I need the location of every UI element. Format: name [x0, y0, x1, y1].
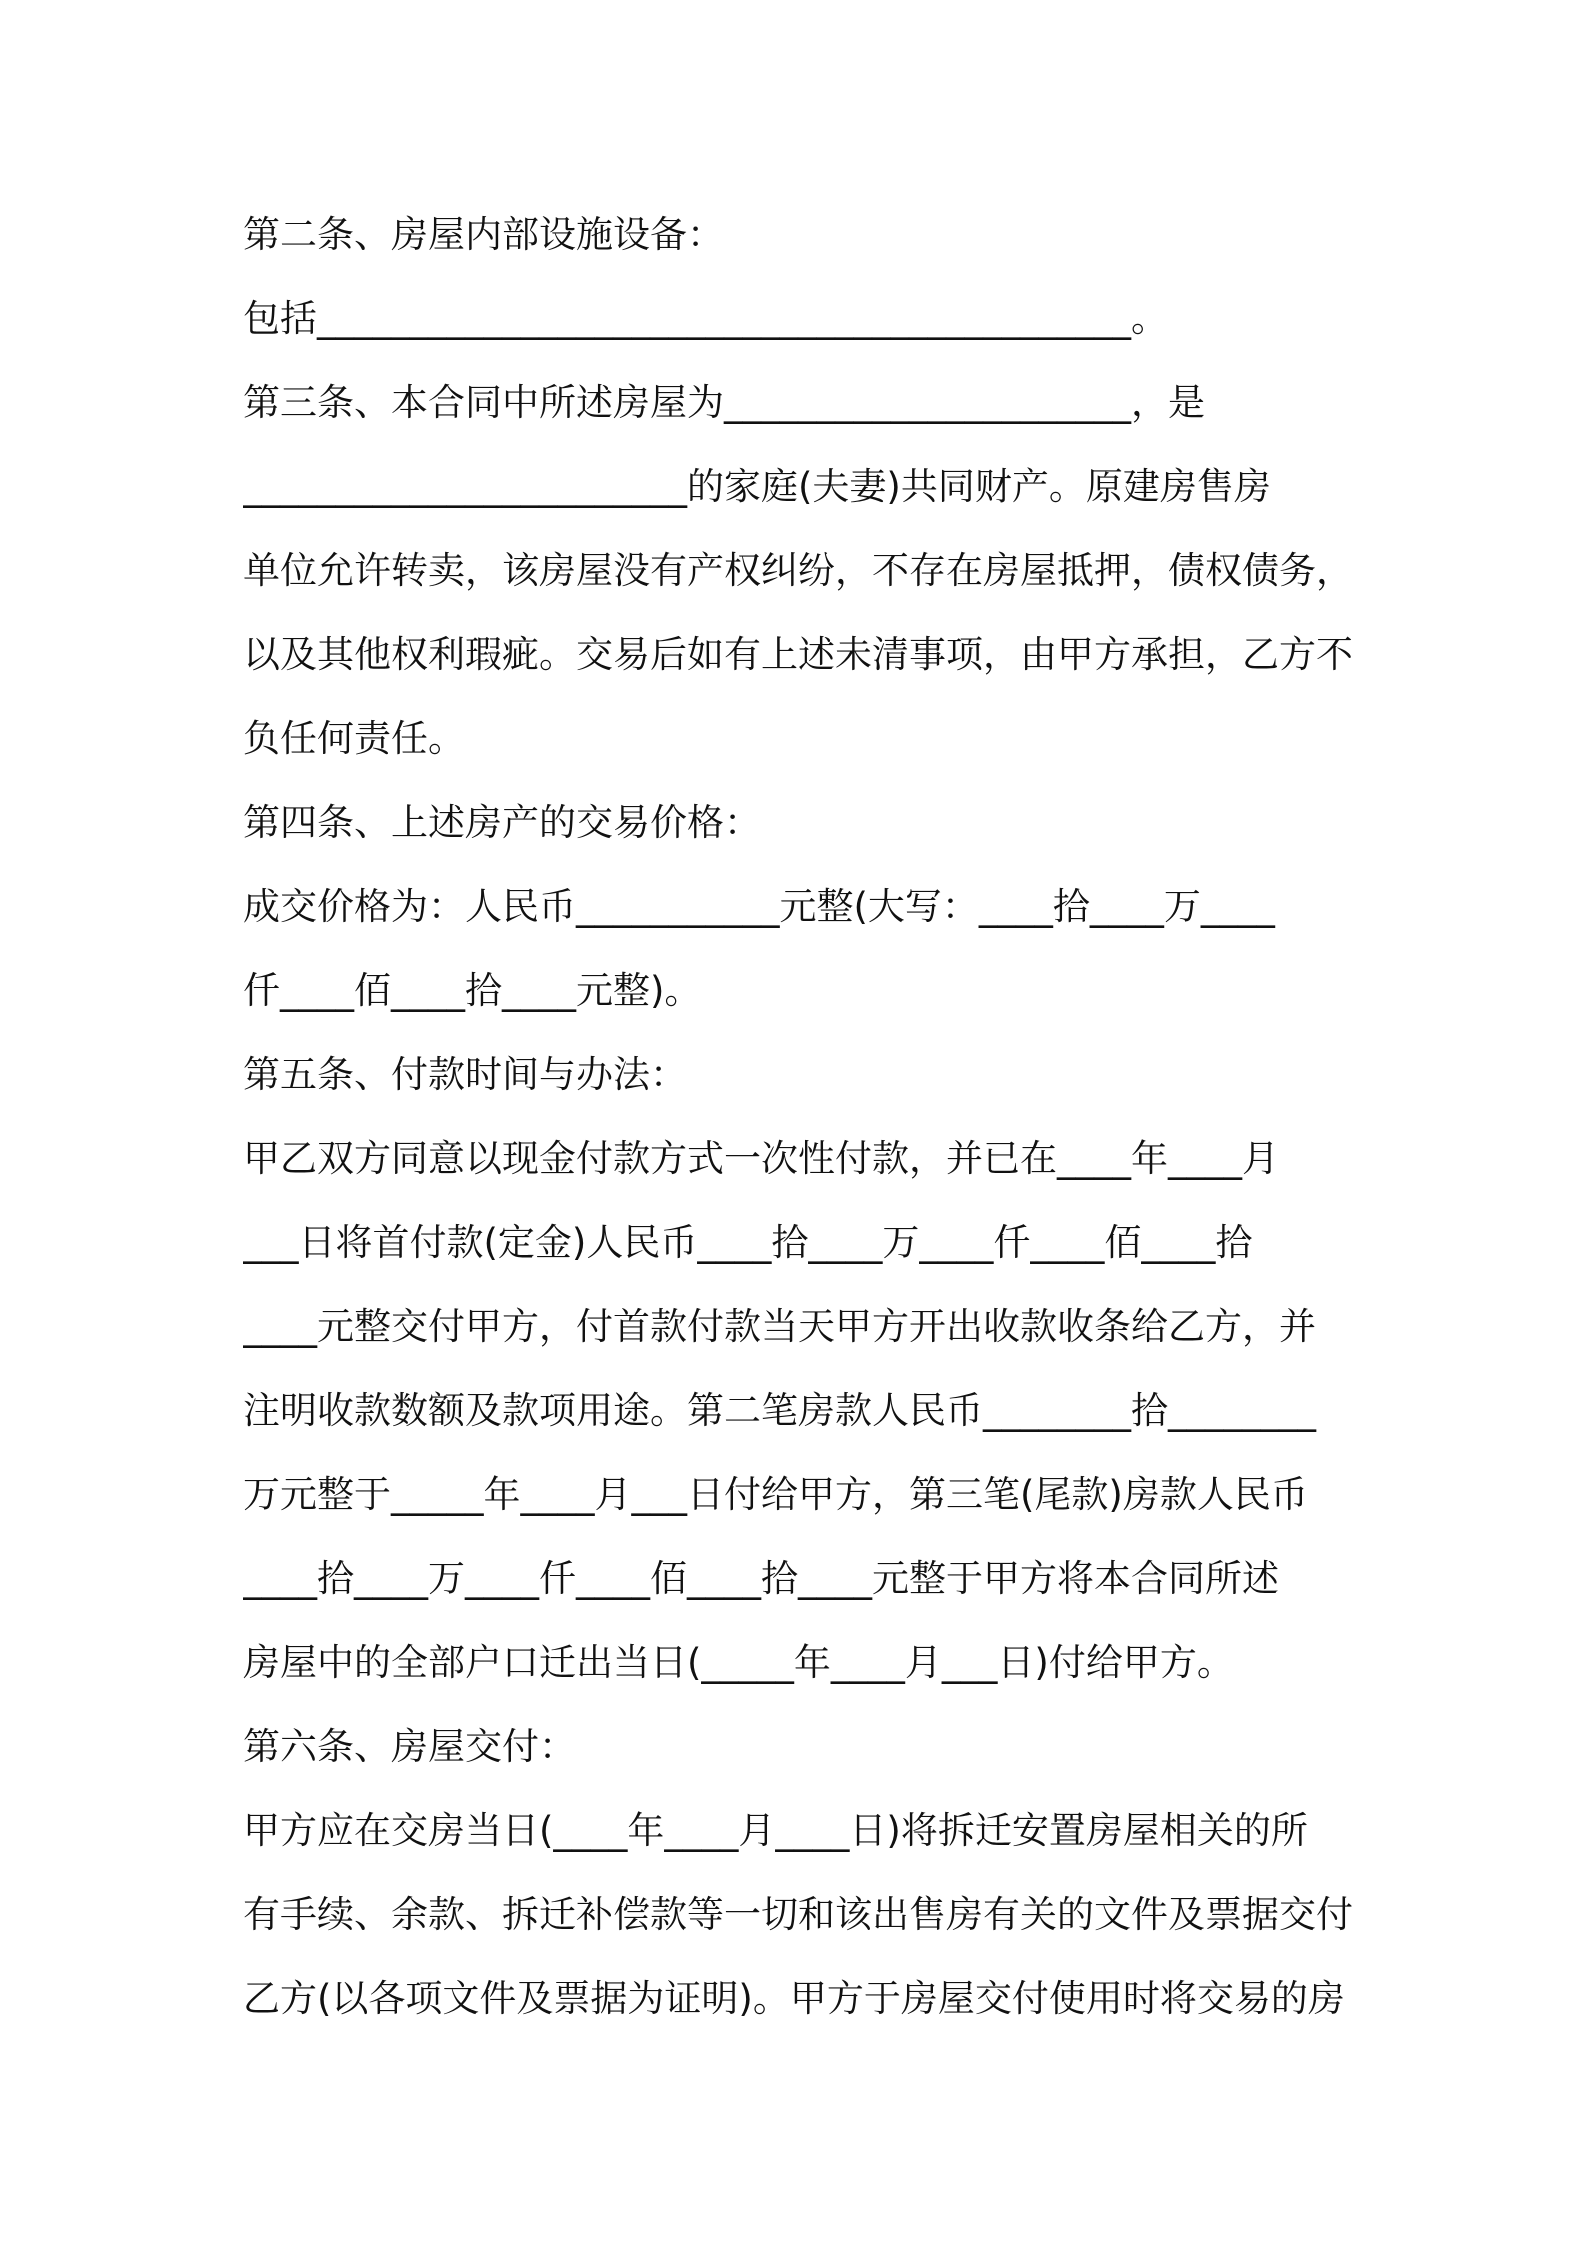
document-body	[243, 193, 1363, 2041]
article-6-text-line-3: 乙方(以各项文件及票据为证明)。甲方于房屋交付使用时将交易的房	[243, 1977, 1345, 2020]
article-5-text-line-1: 甲乙双方同意以现金付款方式一次性付款，并已在____年____月	[243, 1137, 1279, 1180]
article-5-text-line-5: 万元整于_____年____月___日付给甲方，第三笔(尾款)房款人民币	[243, 1473, 1308, 1516]
article-5-text-line-3: ____元整交付甲方，付首款付款当天甲方开出收款收条给乙方，并	[243, 1305, 1316, 1348]
article-3-text-line-2: ________________________的家庭(夫妻)共同财产。原建房售房	[243, 465, 1271, 508]
article-5-heading: 第五条、付款时间与办法：	[243, 1053, 687, 1096]
article-6-text-line-1: 甲方应在交房当日(____年____月____日)将拆迁安置房屋相关的所	[243, 1809, 1308, 1852]
article-5-text-line-4: 注明收款数额及款项用途。第二笔房款人民币________拾________	[243, 1389, 1316, 1432]
article-5-text-line-7: 房屋中的全部户口迁出当日(_____年____月___日)付给甲方。	[243, 1641, 1234, 1684]
article-4-text-line-1: 成交价格为：人民币___________元整(大写：____拾____万____	[243, 885, 1275, 928]
article-5-text-line-2: ___日将首付款(定金)人民币____拾____万____仟____佰____拾	[243, 1221, 1253, 1264]
article-3-text-line-5: 负任何责任。	[243, 717, 465, 760]
article-3-text-line-4: 以及其他权利瑕疵。交易后如有上述未清事项，由甲方承担，乙方不	[243, 633, 1353, 676]
article-3-text-line-1: 第三条、本合同中所述房屋为______________________，是	[243, 381, 1205, 424]
article-4-text-line-2: 仟____佰____拾____元整)。	[243, 969, 702, 1012]
article-2-heading: 第二条、房屋内部设施设备：	[243, 213, 724, 256]
article-6-heading: 第六条、房屋交付：	[243, 1725, 576, 1768]
article-4-heading: 第四条、上述房产的交易价格：	[243, 801, 761, 844]
article-2-text: 包括____________________________________________。	[243, 297, 1168, 340]
article-3-text-line-3: 单位允许转卖，该房屋没有产权纠纷，不存在房屋抵押，债权债务，	[243, 549, 1353, 592]
article-6-text-line-2: 有手续、余款、拆迁补偿款等一切和该出售房有关的文件及票据交付	[243, 1893, 1353, 1936]
article-5-text-line-6: ____拾____万____仟____佰____拾____元整于甲方将本合同所述	[243, 1557, 1279, 1600]
